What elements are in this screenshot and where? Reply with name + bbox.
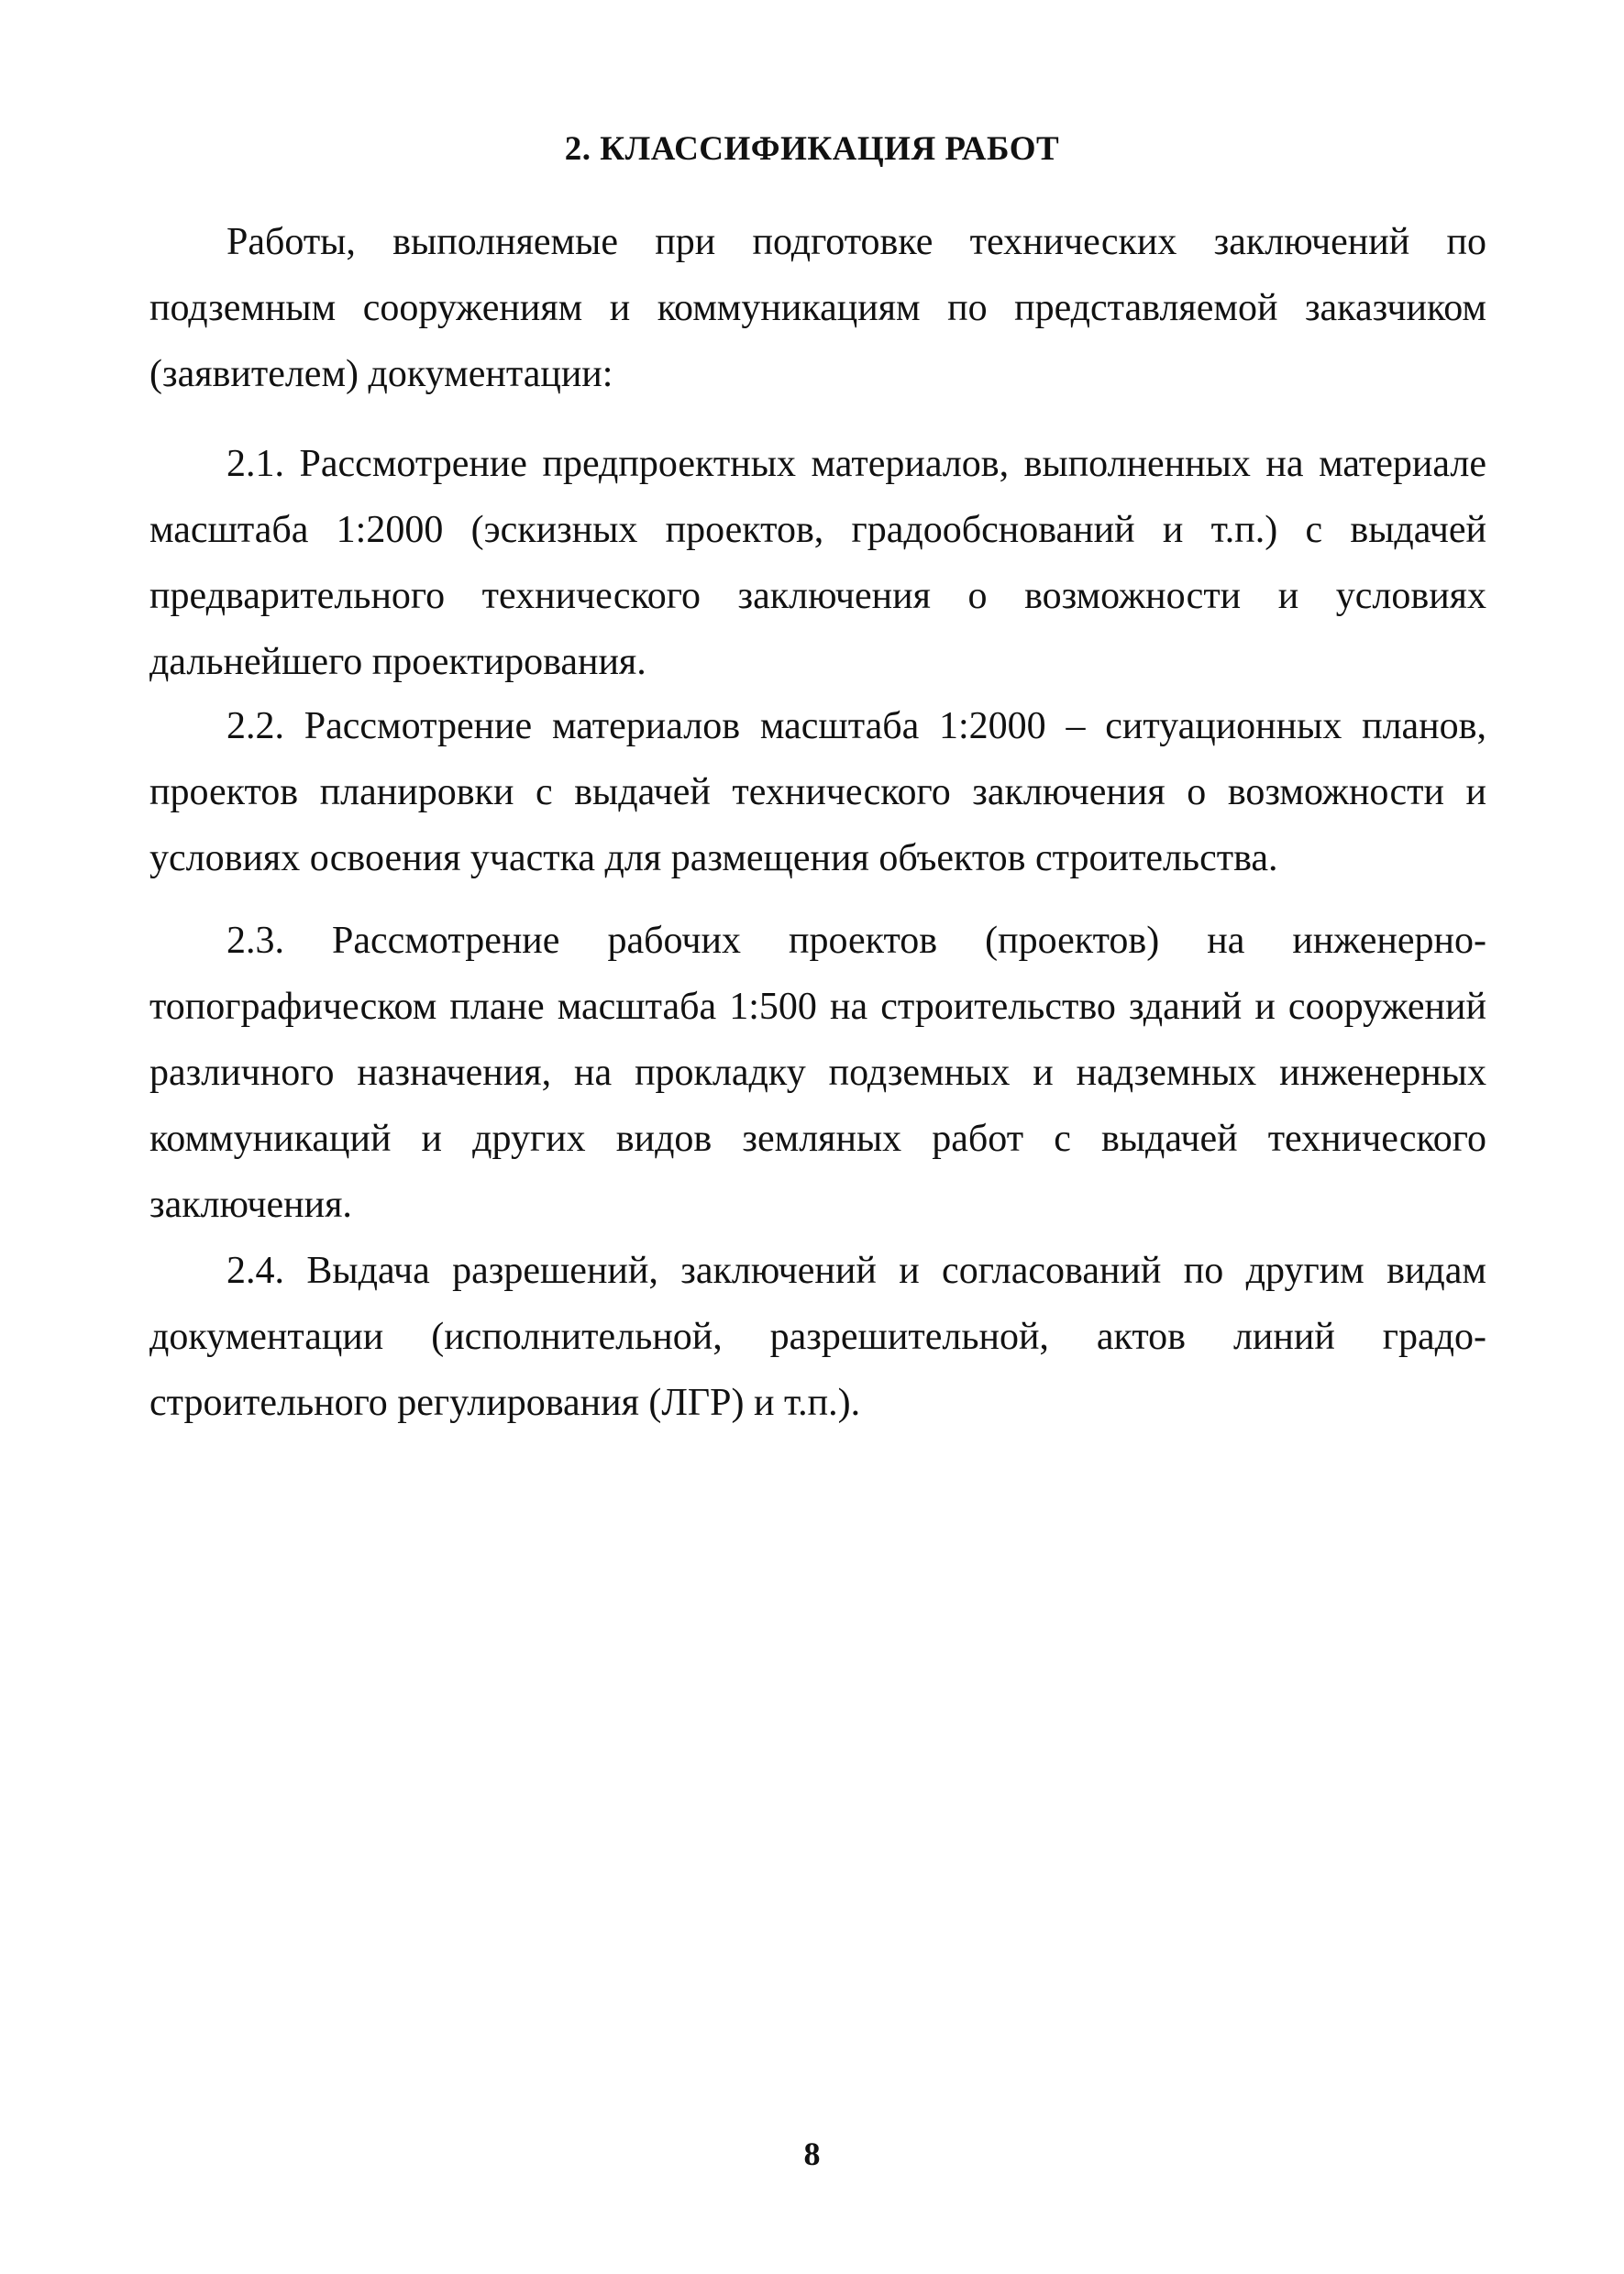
list-item-2-2: 2.2. Рассмотрение материалов масштаба 1:2000 – ситуационных планов, проектов планировки с выдачей технического заключения о возможности и условиях освоения участка для размещения объектов строительства. (149, 705, 1486, 879)
list-item-2-1: 2.1. Рассмотрение предпроектных материалов, выполненных на материале масштаба 1:2000 (эскизных проектов, градообснований и т.п.) с выдачей предварительного технического заключения о возможности и условиях дальнейшего проектирования. (149, 443, 1486, 683)
list-item-2-4: 2.4. Выдача разрешений, заключений и согласований по другим видам документации (исполнительной, разрешительной, актов линий градо-строительного регулирования (ЛГР) и т.п.). (149, 1250, 1486, 1424)
list-item-2-3: 2.3. Рассмотрение рабочих проектов (проектов) на инженерно-топографическом плане масштаба 1:500 на строительство зданий и сооружений различного назначения, на прокладку подземных и надземных инженерных коммуникаций и других видов земляных работ с выдачей технического заключения. (149, 920, 1486, 1226)
page-number: 8 (803, 2136, 821, 2172)
intro-paragraph: Работы, выполняемые при подготовке технических заключений по подземным сооружениям и коммуникациям по представляемой заказчиком (заявителем) документации: (149, 221, 1486, 395)
section-heading: 2. КЛАССИФИКАЦИЯ РАБОТ (564, 130, 1060, 168)
